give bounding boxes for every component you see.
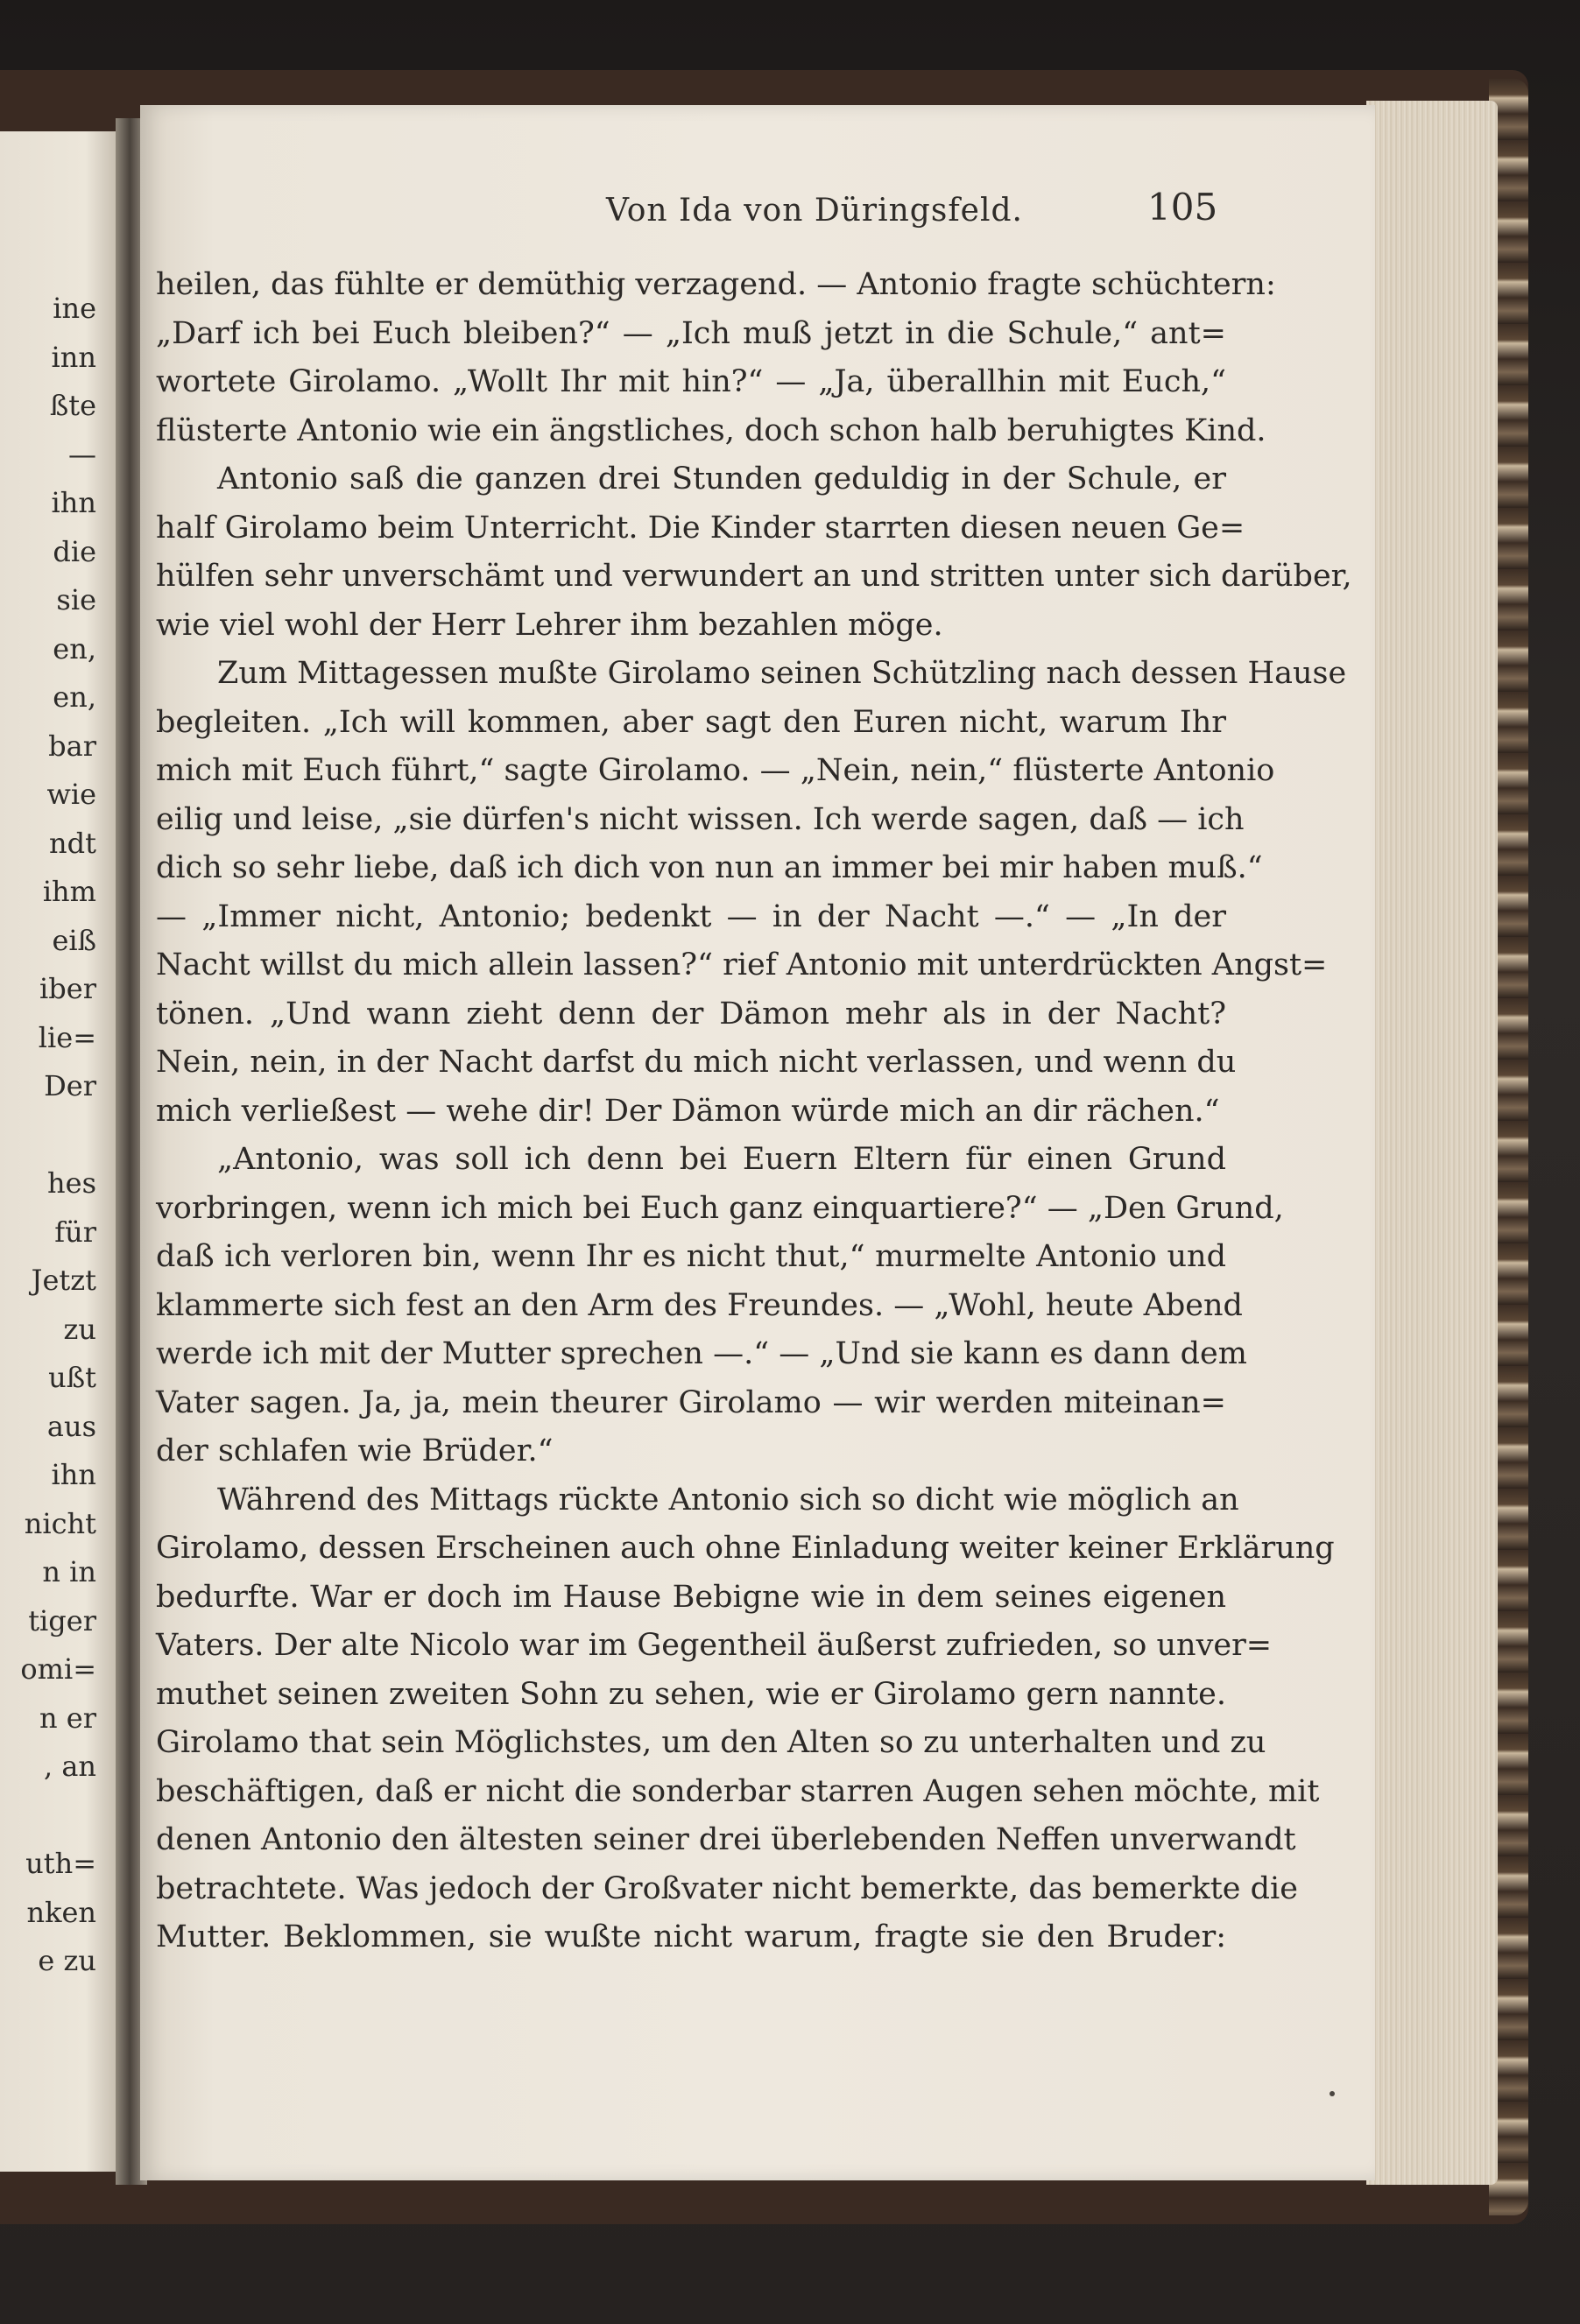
text-line: „Antonio, was soll ich denn bei Euern Eltern für einen Grund xyxy=(217,1142,1226,1177)
text-line: klammerte sich fest an den Arm des Freundes. — „Wohl, heute Abend xyxy=(156,1287,1243,1323)
text-line: heilen, das fühlte er demüthig verzagend. — Antonio fragte schüchtern: xyxy=(156,267,1276,302)
text-line: dich so sehr liebe, daß ich dich von nun an immer bei mir haben muß.“ xyxy=(156,850,1263,885)
text-line: daß ich verloren bin, wenn Ihr es nicht thut,“ murmelte Antonio und xyxy=(156,1239,1226,1274)
text-line: Nacht willst du mich allein lassen?“ rief Antonio mit unterdrückten Angst= xyxy=(156,947,1328,982)
text-line: Girolamo that sein Möglichstes, um den Alten so zu unterhalten und zu xyxy=(156,1725,1266,1760)
left-page-fragment: für xyxy=(54,1215,96,1249)
text-line: bedurfte. War er doch im Hause Bebigne wie in dem seines eigenen xyxy=(156,1579,1226,1615)
left-page-fragment: tiger xyxy=(28,1603,96,1637)
text-line: betrachtete. Was jedoch der Großvater nicht bemerkte, das bemerkte die xyxy=(156,1870,1298,1906)
left-page-fragment: n in xyxy=(42,1555,96,1588)
left-page-fragment: Der xyxy=(44,1069,96,1102)
left-page-fragment: Jetzt xyxy=(31,1264,96,1297)
text-line: wortete Girolamo. „Wollt Ihr mit hin?“ — „Ja, überallhin mit Euch,“ xyxy=(156,364,1226,399)
text-line: flüsterte Antonio wie ein ängstliches, doch schon halb beruhigtes Kind. xyxy=(156,412,1266,448)
running-head: Von Ida von Düringsfeld. xyxy=(606,193,1023,229)
text-line: — „Immer nicht, Antonio; bedenkt — in der Nacht —.“ — „In der xyxy=(156,898,1226,934)
text-line: denen Antonio den ältesten seiner drei überlebenden Neffen unverwandt xyxy=(156,1822,1296,1857)
left-page-fragment: — xyxy=(68,437,96,471)
text-line: Nein, nein, in der Nacht darfst du mich nicht verlassen, und wenn du xyxy=(156,1045,1237,1080)
text-line: Antonio saß die ganzen drei Stunden geduldig in der Schule, er xyxy=(217,461,1226,496)
text-line: begleiten. „Ich will kommen, aber sagt den Euren nicht, warum Ihr xyxy=(156,704,1226,740)
paper-speck xyxy=(1330,2091,1335,2096)
text-line: der schlafen wie Brüder.“ xyxy=(156,1433,554,1468)
left-page-fragment xyxy=(0,1111,96,1160)
text-line: Zum Mittagessen mußte Girolamo seinen Schützling nach dessen Hause xyxy=(217,656,1347,691)
text-line: mich verließest — wehe dir! Der Dämon würde mich an dir rächen.“ xyxy=(156,1093,1220,1129)
body-text xyxy=(156,261,1352,1962)
left-page-fragment: en, xyxy=(53,631,96,666)
page-stack-edge xyxy=(1366,101,1498,2185)
text-line: Vater sagen. Ja, ja, mein theurer Girolamo — wir werden miteinan= xyxy=(156,1384,1226,1420)
left-page-fragment: nicht xyxy=(24,1506,96,1540)
text-line: Mutter. Beklommen, sie wußte nicht warum, fragte sie den Bruder: xyxy=(156,1919,1226,1954)
left-page-fragment: omi= xyxy=(20,1652,96,1686)
left-page-fragment: sie xyxy=(56,583,96,616)
left-page-fragment: iber xyxy=(39,972,96,1005)
left-page-fragment: uth= xyxy=(25,1847,96,1880)
text-line: eilig und leise, „sie dürfen's nicht wissen. Ich werde sagen, daß — ich xyxy=(156,801,1245,837)
left-page-fragment: , an xyxy=(43,1750,96,1783)
text-line: hülfen sehr unverschämt und verwundert an und stritten unter sich darüber, xyxy=(156,559,1352,594)
text-line: tönen. „Und wann zieht denn der Dämon mehr als in der Nacht? xyxy=(156,996,1226,1032)
left-page-fragment: ihm xyxy=(42,875,96,908)
text-line: vorbringen, wenn ich mich bei Euch ganz einquartiere?“ — „Den Grund, xyxy=(156,1190,1284,1226)
left-page-fragment: n er xyxy=(39,1701,96,1735)
text-line: Girolamo, dessen Erscheinen auch ohne Einladung weiter keiner Erklärung xyxy=(156,1531,1335,1566)
text-line: werde ich mit der Mutter sprechen —.“ — „Und sie kann es dann dem xyxy=(156,1336,1247,1371)
left-page-fragment: ußt xyxy=(48,1361,96,1394)
left-page-fragment: aus xyxy=(46,1409,96,1443)
left-page-fragment: ihn xyxy=(51,486,96,519)
left-page xyxy=(0,131,123,2172)
text-line: Vaters. Der alte Nicolo war im Gegentheil äußerst zufrieden, so unver= xyxy=(156,1628,1273,1663)
text-line: „Darf ich bei Euch bleiben?“ — „Ich muß jetzt in die Schule,“ ant= xyxy=(156,315,1226,351)
left-page-fragment: ine xyxy=(53,292,96,325)
left-page-fragment: inn xyxy=(51,340,96,374)
text-line: muthet seinen zweiten Sohn zu sehen, wie er Girolamo gern nannte. xyxy=(156,1676,1226,1712)
left-page-fragment: ndt xyxy=(49,826,96,860)
left-page-fragment: die xyxy=(53,534,96,568)
text-line: half Girolamo beim Unterricht. Die Kinder starrten diesen neuen Ge= xyxy=(156,510,1245,546)
left-page-text xyxy=(0,285,96,1986)
left-page-fragment: hes xyxy=(47,1166,96,1200)
left-page-fragment: zu xyxy=(63,1312,96,1346)
text-line: Während des Mittags rückte Antonio sich so dicht wie möglich an xyxy=(217,1482,1239,1518)
left-page-fragment: wie xyxy=(46,778,96,811)
left-page-fragment xyxy=(0,1792,96,1841)
left-page-fragment: e zu xyxy=(38,1944,96,1977)
left-page-fragment: en, xyxy=(53,680,96,714)
right-page xyxy=(140,105,1375,2180)
left-page-fragment: eiß xyxy=(52,923,96,957)
left-page-fragment: nken xyxy=(26,1895,96,1929)
text-line: beschäftigen, daß er nicht die sonderbar starren Augen sehen möchte, mit xyxy=(156,1773,1320,1809)
left-page-fragment: bar xyxy=(48,729,96,763)
left-page-fragment: ihn xyxy=(51,1458,96,1491)
left-page-fragment: lie= xyxy=(38,1020,96,1054)
left-page-fragment: ßte xyxy=(49,389,96,422)
text-line: wie viel wohl der Herr Lehrer ihm bezahlen möge. xyxy=(156,607,943,643)
page-number: 105 xyxy=(1147,186,1218,229)
text-line: mich mit Euch führt,“ sagte Girolamo. — „Nein, nein,“ flüsterte Antonio xyxy=(156,753,1275,788)
